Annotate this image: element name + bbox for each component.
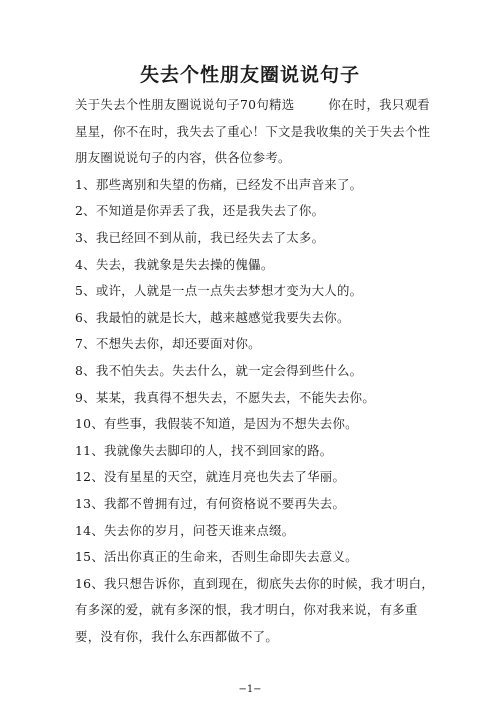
list-item: 5、或许，人就是一点一点失去梦想才变为大人的。 [75, 283, 363, 299]
list-item: 11、我就像失去脚印的人，找不到回家的路。 [75, 442, 333, 458]
document-body [75, 92, 435, 650]
page-title: 失去个性朋友圈说说句子 [139, 64, 360, 86]
list-item: 16、我只想告诉你，直到现在，彻底失去你的时候，我才明白，有多深的爱，就有多深的恨，我才明白，你对我来说，有多重要，没有你，我什么东西都做不了。 [75, 575, 435, 644]
intro-lead: 关于失去个性朋友圈说说句子70句精选 [75, 97, 295, 112]
list-item: 13、我都不曾拥有过，有何资格说不要再失去。 [75, 495, 346, 511]
list-item: 9、某某，我真得不想失去，不愿失去，不能失去你。 [75, 389, 376, 405]
intro-rest: 你在时，我只观看星星，你不在时，我失去了重心！下文是我收集的关于失去个性朋友圈说说句子的内容，供各位参考。 [75, 97, 431, 166]
list-item: 6、我最怕的就是长大，越来越感觉我要失去你。 [75, 309, 350, 325]
list-item: 15、活出你真正的生命来，否则生命即失去意义。 [75, 549, 358, 565]
list-item: 3、我已经回不到从前，我已经失去了太多。 [75, 229, 325, 245]
list-item: 8、我不怕失去。失去什么，就一定会得到些什么。 [75, 362, 363, 378]
list-item: 4、失去，我就象是失去操的傀儡。 [75, 256, 274, 272]
page-number: −1− [238, 684, 262, 695]
list-item: 12、没有星星的天空，就连月亮也失去了华丽。 [75, 469, 346, 485]
list-item: 2、不知道是你弄丢了我，还是我失去了你。 [75, 203, 325, 219]
list-item: 7、不想失去你，却还要面对你。 [75, 336, 261, 352]
intro-paragraph [75, 92, 435, 172]
list-item: 14、失去你的岁月，问苍天谁来点缀。 [75, 522, 295, 538]
list-item: 1、那些离别和失望的伤痛，已经发不出声音来了。 [75, 176, 363, 192]
list-item: 10、有些事，我假装不知道，是因为不想失去你。 [75, 416, 358, 432]
